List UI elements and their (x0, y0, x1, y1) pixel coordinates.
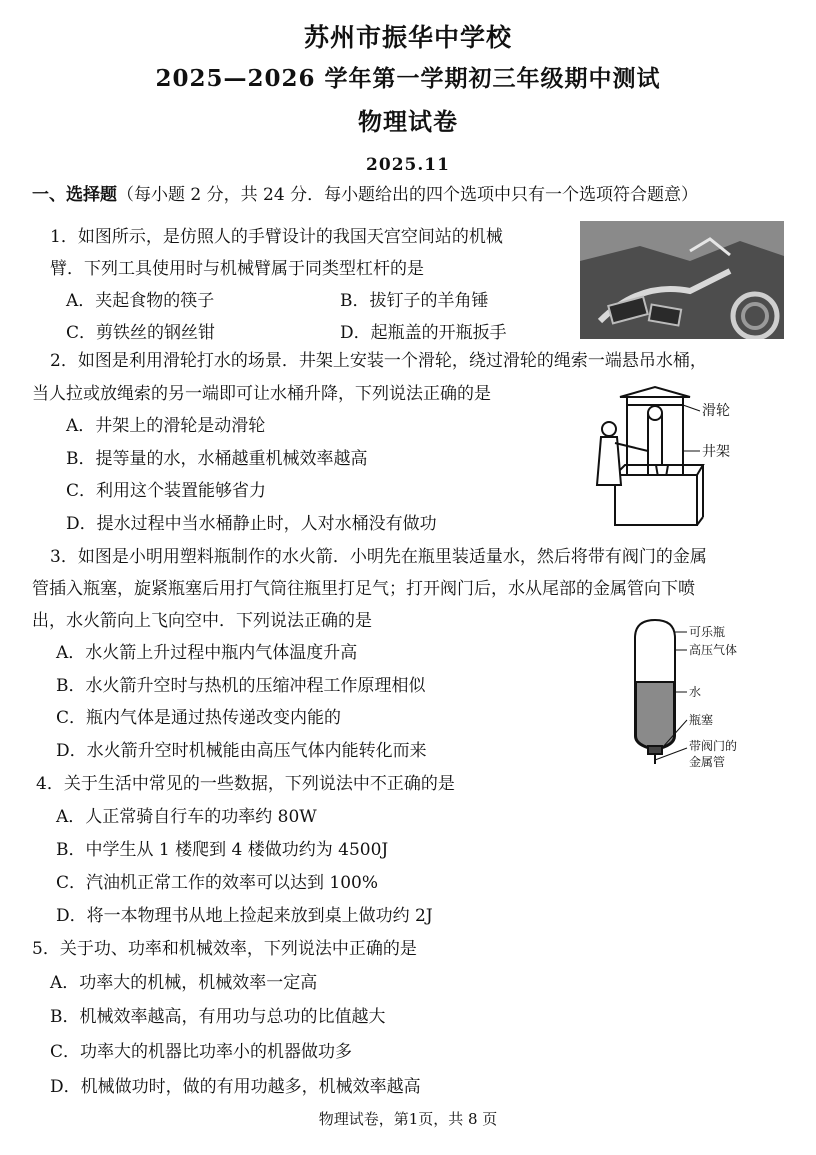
q5-option-c: C．功率大的机器比功率小的机器做功多 (50, 1042, 353, 1062)
page-footer: 物理试卷，第1页，共 8 页 (318, 1110, 498, 1128)
well-pulley-figure (585, 385, 765, 535)
exam-date: 2025.11 (366, 155, 450, 175)
q1-option-a: A．夹起食物的筷子 (66, 291, 215, 311)
q2-option-a: A．井架上的滑轮是动滑轮 (66, 416, 266, 436)
q3-stem-2: 管插入瓶塞，旋紧瓶塞后用打气筒往瓶里打足气；打开阀门后，水从尾部的金属管向下喷 (32, 579, 695, 599)
q4-option-b: B．中学生从 1 楼爬到 4 楼做功约为 4500J (56, 840, 389, 860)
q4-stem: 4．关于生活中常见的一些数据，下列说法中不正确的是 (36, 774, 455, 794)
q3-option-d: D．水火箭升空时机械能由高压气体内能转化而来 (56, 741, 427, 761)
label-tube-2: 金属管 (689, 755, 726, 769)
q5-option-d: D．机械做功时，做的有用功越多，机械效率越高 (50, 1077, 421, 1097)
section-heading (32, 180, 698, 205)
q2-option-b: B．提等量的水，水桶越重机械效率越高 (66, 449, 368, 469)
q1-option-c: C．剪铁丝的钢丝钳 (66, 323, 216, 343)
q5-stem: 5．关于功、功率和机械效率，下列说法中正确的是 (32, 939, 417, 959)
label-water: 水 (689, 685, 702, 699)
q2-option-d: D．提水过程中当水桶静止时，人对水桶没有做功 (66, 514, 437, 534)
q4-option-a: A．人正常骑自行车的功率约 80W (56, 807, 317, 827)
q3-option-b: B．水火箭升空时与热机的压缩冲程工作原理相似 (56, 676, 426, 696)
q4-option-c: C．汽油机正常工作的效率可以达到 100% (56, 873, 379, 893)
school-name: 苏州市振华中学校 (303, 23, 512, 52)
water-rocket-figure (615, 618, 785, 770)
subject-title: 物理试卷 (358, 107, 458, 136)
q3-option-a: A．水火箭上升过程中瓶内气体温度升高 (56, 643, 358, 663)
label-stopper: 瓶塞 (689, 713, 714, 727)
q4-option-d: D．将一本物理书从地上捡起来放到桌上做功约 2J (56, 906, 433, 926)
label-tube-1: 带阀门的 (689, 739, 738, 753)
section-note: （每小题 2 分，共 24 分．每小题给出的四个选项中只有一个选项符合题意） (117, 185, 699, 205)
q3-stem-3: 出，水火箭向上飞向空中．下列说法正确的是 (32, 611, 372, 631)
q3-option-c: C．瓶内气体是通过热传递改变内能的 (56, 708, 342, 728)
space-station-arm-photo (580, 221, 784, 339)
q5-option-a: A．功率大的机械，机械效率一定高 (50, 973, 318, 993)
q2-stem-1: 2．如图是利用滑轮打水的场景．井架上安装一个滑轮，绕过滑轮的绳索一端悬吊水桶， (50, 351, 707, 371)
q1-stem-1: 1．如图所示，是仿照人的手臂设计的我国天宫空间站的机械 (50, 227, 503, 247)
q1-stem-2: 臂．下列工具使用时与机械臂属于同类型杠杆的是 (50, 259, 424, 279)
q5-option-b: B．机械效率越高，有用功与总功的比值越大 (50, 1007, 386, 1027)
label-frame: 井架 (702, 444, 730, 460)
section-name: 一、选择题 (32, 185, 117, 205)
label-pulley: 滑轮 (702, 403, 730, 419)
q3-stem-1: 3．如图是小明用塑料瓶制作的水火箭．小明先在瓶里装适量水，然后将带有阀门的金属 (50, 547, 707, 567)
exam-title: 2025—2026 学年第一学期初三年级期中测试 (155, 65, 661, 92)
q2-stem-2: 当人拉或放绳索的另一端即可让水桶升降，下列说法正确的是 (32, 384, 491, 404)
q1-option-b: B．拔钉子的羊角锤 (340, 291, 489, 311)
label-bottle: 可乐瓶 (689, 625, 726, 639)
label-gas: 高压气体 (689, 643, 738, 657)
q1-option-d: D．起瓶盖的开瓶扳手 (340, 323, 507, 343)
q2-option-c: C．利用这个装置能够省力 (66, 481, 267, 501)
